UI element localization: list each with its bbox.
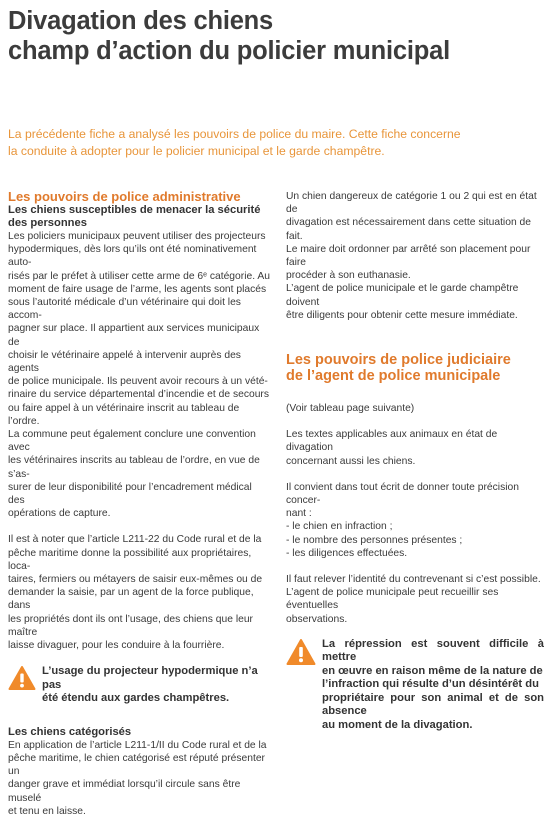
list-item: - le nombre des personnes présentes ;	[286, 534, 463, 546]
text-line: Le maire doit ordonner par arrêté son placement pour faire	[286, 243, 531, 269]
warning-triangle-icon	[286, 638, 316, 671]
subheading-line: Les chiens susceptibles de menacer la sécurité	[8, 204, 261, 216]
warning-line: au moment de la divagation.	[322, 718, 473, 731]
text-line: Il est à noter que l’article L211-22 du Code rural et de la	[8, 534, 262, 546]
right-column	[286, 190, 544, 732]
section-title-judicial	[286, 352, 544, 384]
text-line: procéder à son euthanasie.	[286, 270, 411, 282]
section-title-administrative: Les pouvoirs de police administrative	[8, 189, 241, 204]
title-line: Divagation des chiens	[8, 7, 274, 35]
paragraph-precision	[286, 481, 544, 560]
warning-line: en œuvre en raison même de la nature de	[322, 664, 543, 677]
text-line: ou faire appel à un vétérinaire inscrit au tableau de l’ordre.	[8, 402, 240, 427]
text-line: demander la saisie, par un agent de la force publique, dans	[8, 587, 254, 612]
page-title	[8, 6, 548, 66]
text-line: pêche maritime donne la possibilité aux propriétaires, loca-	[8, 547, 252, 572]
subheading-categorised-dogs: Les chiens catégorisés	[8, 725, 132, 738]
text-line: L’agent de police municipale peut recueillir ses éventuelles	[286, 587, 499, 612]
left-column	[8, 190, 270, 818]
text-line: L’agent de police municipale et le garde champêtre doivent	[286, 283, 519, 308]
see-table-note: (Voir tableau page suivante)	[286, 403, 415, 415]
text-line: nant :	[286, 508, 312, 520]
text-line: Il faut relever l’identité du contrevenant si c’est possible.	[286, 574, 541, 586]
text-line: risés par le préfet à utiliser cette arme de 6ᵉ catégorie. Au	[8, 270, 270, 282]
text-line: observations.	[286, 613, 348, 625]
text-line: Les policiers municipaux peuvent utiliser des projecteurs	[8, 231, 266, 242]
intro-line: La précédente fiche a analysé les pouvoirs de police du maire. Cette fiche concerne	[8, 127, 461, 141]
text-line: Les textes applicables aux animaux en état de divagation	[286, 429, 498, 454]
text-line: divagation est nécessairement dans cette situation de fait.	[286, 217, 531, 242]
text-line: danger grave et immédiat lorsqu’il circule sans être muselé	[8, 779, 241, 804]
title-line: champ d’action du policier municipal	[8, 37, 450, 65]
text-line: de police municipale. Ils peuvent avoir recours à un vété-	[8, 376, 268, 388]
text-line: Un chien dangereux de catégorie 1 ou 2 qui est en état de	[286, 191, 537, 216]
text-line: choisir le vétérinaire appelé à intervenir auprès des agents	[8, 349, 241, 375]
paragraph-projectors	[8, 230, 270, 520]
text-line: surer de leur disponibilité pour l’encadrement médical des	[8, 481, 252, 507]
paragraph-texts	[286, 428, 544, 468]
warning-line: L’usage du projecteur hypodermique n’a pas	[42, 665, 258, 691]
intro-line: la conduite à adopter pour le policier municipal et le garde champêtre.	[8, 144, 385, 158]
text-line: pêche maritime, le chien catégorisé est réputé présenter un	[8, 753, 265, 778]
section-title-line: de l’agent de police municipale	[286, 368, 501, 385]
text-line: pagner sur place. Il appartient aux services municipaux de	[8, 323, 260, 348]
subheading-line: des personnes	[8, 217, 87, 229]
text-line: La commune peut également conclure une convention avec	[8, 429, 256, 454]
list-item: - les diligences effectuées.	[286, 547, 408, 559]
text-line: être diligents pour obtenir cette mesure immédiate.	[286, 309, 518, 321]
text-line: les vétérinaires inscrits au tableau de l’ordre, en vue de s’as-	[8, 455, 260, 480]
list-item: - le chien en infraction ;	[286, 521, 393, 533]
text-line: concernant aussi les chiens.	[286, 455, 416, 467]
section-title-line: Les pouvoirs de police judiciaire	[286, 352, 511, 369]
text-line: opérations de capture.	[8, 508, 111, 520]
text-line: moment de faire usage de l’arme, les agents sont placés	[8, 283, 267, 295]
warning-line: La répression est souvent difficile à mettre	[322, 637, 544, 664]
warning-note-projector	[8, 665, 270, 706]
warning-line: été étendu aux gardes champêtres.	[42, 692, 230, 705]
text-line: taires, fermiers ou métayers de saisir eux-mêmes ou de	[8, 574, 263, 586]
warning-triangle-icon	[8, 665, 36, 696]
text-line: laisse divaguer, pour les conduire à la fourrière.	[8, 640, 225, 652]
text-line: hypodermiques, dès lors qu’ils ont été nominativement auto-	[8, 244, 257, 269]
text-line: et tenu en laisse.	[8, 805, 86, 817]
text-line: Il convient dans tout écrit de donner toute précision concer-	[286, 481, 519, 507]
paragraph-seizure	[8, 533, 270, 652]
subheading-dangerous-dogs	[8, 204, 270, 230]
text-line: rinaire du service départemental d’incendie et de secours	[8, 389, 270, 401]
warning-line: l’infraction qui résulte d’un désintérêt du	[322, 678, 539, 691]
text-line: En application de l’article L211-1/II du Code rural et de la	[8, 739, 267, 751]
text-line: les propriétés dont ils ont l’usage, des chiens que leur maître	[8, 613, 253, 638]
paragraph-dangerous-dog	[286, 190, 544, 322]
warning-line: propriétaire pour son animal et de son absence	[322, 691, 544, 718]
intro-paragraph	[8, 126, 544, 160]
paragraph-categorised	[8, 739, 270, 818]
text-line: sous l’autorité médicale d’un vétérinaire qui doit les accom-	[8, 297, 241, 322]
paragraph-identity	[286, 573, 544, 626]
warning-note-repression	[286, 638, 544, 733]
